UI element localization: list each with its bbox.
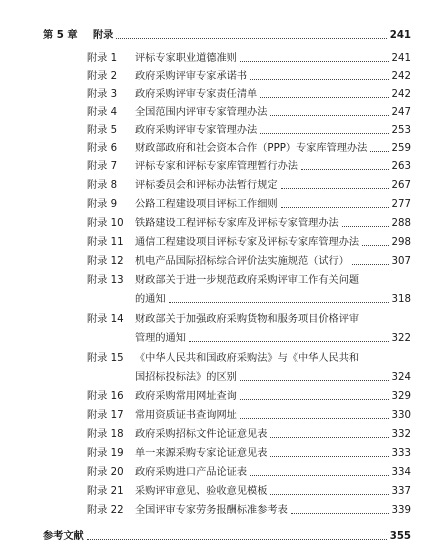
appendix-number: 附录 17 (87, 410, 124, 421)
entry-title-continued: 的通知 (135, 294, 166, 305)
chapter-heading[interactable] (43, 29, 411, 42)
page-number: 324 (391, 372, 411, 383)
toc-entry[interactable] (87, 466, 411, 479)
entry-title: 政府采购进口产品论证表 (135, 467, 248, 478)
appendix-number: 附录 7 (87, 161, 118, 172)
toc-entry[interactable] (87, 160, 411, 173)
dot-leader (352, 263, 389, 265)
appendix-number: 附录 6 (87, 143, 118, 154)
toc-entry[interactable] (87, 179, 411, 192)
dot-leader (250, 78, 388, 80)
appendix-number: 附录 11 (87, 237, 124, 248)
appendix-number: 附录 19 (87, 448, 124, 459)
dot-leader (291, 512, 389, 514)
page-number: 298 (391, 237, 411, 248)
dot-leader (370, 150, 388, 152)
toc-entry[interactable] (87, 236, 411, 249)
page-number: 241 (391, 53, 411, 64)
chapter-number: 第 5 章 (43, 30, 78, 41)
page-number: 288 (391, 218, 411, 229)
entry-title: 铁路建设工程评标专家库及评标专家管理办法 (135, 218, 339, 229)
toc-entry[interactable] (87, 88, 411, 101)
entry-title: 财政部政府和社会资本合作（PPP）专家库管理办法 (135, 143, 368, 154)
dot-leader (116, 37, 386, 39)
page-number: 241 (389, 30, 411, 41)
entry-title: 全国范围内评审专家管理办法 (135, 107, 268, 118)
dot-leader (342, 225, 389, 227)
appendix-number: 附录 21 (87, 486, 124, 497)
dot-leader (240, 417, 389, 419)
page-number: 242 (391, 89, 411, 100)
chapter-title: 附录 (93, 30, 114, 41)
dot-leader (260, 132, 388, 134)
dot-leader (270, 455, 388, 457)
entry-title: 常用资质证书查询网址 (135, 410, 237, 421)
entry-title: 政府采购评审专家管理办法 (135, 125, 258, 136)
dot-leader (281, 206, 389, 208)
appendix-number: 附录 18 (87, 429, 124, 440)
appendix-number: 附录 4 (87, 107, 118, 118)
dot-leader (87, 538, 387, 540)
entry-title: 政府采购评审专家承诺书 (135, 71, 248, 82)
toc-entry[interactable] (87, 106, 411, 119)
dot-leader (270, 436, 388, 438)
entry-title: 通信工程建设项目评标专家及评标专家库管理办法 (135, 237, 360, 248)
dot-leader (250, 474, 388, 476)
entry-title: 公路工程建设项目评标工作细则 (135, 199, 278, 210)
toc-entry[interactable] (87, 485, 411, 498)
toc-entry[interactable] (87, 428, 411, 441)
page-number: 322 (391, 333, 411, 344)
appendix-number: 附录 15 (87, 353, 124, 364)
dot-leader (270, 493, 388, 495)
page-number: 332 (391, 429, 411, 440)
page-number: 277 (391, 199, 411, 210)
entry-title: 政府采购招标文件论证意见表 (135, 429, 268, 440)
appendix-number: 附录 2 (87, 71, 118, 82)
page-number: 339 (391, 505, 411, 516)
toc-entry[interactable] (87, 313, 411, 326)
entry-title: 政府采购常用网址查询 (135, 391, 237, 402)
page-number: 337 (391, 486, 411, 497)
entry-title-continued: 管理的通知 (135, 333, 186, 344)
entry-title: 《中华人民共和国政府采购法》与《中华人民共和 (135, 353, 360, 364)
page-number: 333 (391, 448, 411, 459)
toc-entry[interactable] (87, 274, 411, 287)
entry-title: 采购评审意见、验收意见模板 (135, 486, 268, 497)
entry-title: 评标委员会和评标办法暂行规定 (135, 180, 278, 191)
toc-entry[interactable] (87, 70, 411, 83)
toc-entry[interactable] (87, 217, 411, 230)
page-number: 267 (391, 180, 411, 191)
dot-leader (240, 60, 389, 62)
page-number: 355 (389, 531, 411, 542)
toc-entry-continuation[interactable] (135, 293, 411, 306)
page-number: 247 (391, 107, 411, 118)
appendix-number: 附录 22 (87, 505, 124, 516)
page-number: 307 (391, 256, 411, 267)
toc-entry-continuation[interactable] (135, 371, 411, 384)
page-number: 259 (391, 143, 411, 154)
entry-title: 政府采购评审专家责任清单 (135, 89, 258, 100)
toc-entry[interactable] (87, 352, 411, 365)
references-title: 参考文献 (43, 531, 84, 542)
toc-entry[interactable] (87, 142, 411, 155)
appendix-number: 附录 8 (87, 180, 118, 191)
dot-leader (301, 168, 389, 170)
page-number: 263 (391, 161, 411, 172)
entry-title: 机电产品国际招标综合评价法实施规范（试行） (135, 256, 349, 267)
dot-leader (281, 187, 389, 189)
page-number: 329 (391, 391, 411, 402)
dot-leader (240, 398, 389, 400)
appendix-number: 附录 12 (87, 256, 124, 267)
dot-leader (260, 96, 388, 98)
dot-leader (189, 340, 389, 342)
toc-entry[interactable] (87, 124, 411, 137)
references-heading[interactable] (43, 530, 411, 543)
page-number: 242 (391, 71, 411, 82)
appendix-number: 附录 3 (87, 89, 118, 100)
dot-leader (362, 244, 388, 246)
entry-title: 财政部关于进一步规范政府采购评审工作有关问题 (135, 275, 360, 286)
entry-title: 单一来源采购专家论证意见表 (135, 448, 268, 459)
dot-leader (240, 379, 389, 381)
page-number: 334 (391, 467, 411, 478)
dot-leader (270, 114, 388, 116)
entry-title: 评标专家职业道德准则 (135, 53, 237, 64)
toc-entry-continuation[interactable] (135, 332, 411, 345)
dot-leader (169, 301, 389, 303)
toc-entry[interactable] (87, 198, 411, 211)
entry-title: 财政部关于加强政府采购货物和服务项目价格评审 (135, 314, 360, 325)
page-number: 253 (391, 125, 411, 136)
entry-title: 评标专家和评标专家库管理暂行办法 (135, 161, 298, 172)
appendix-number: 附录 10 (87, 218, 124, 229)
toc-entry[interactable] (87, 409, 411, 422)
page-number: 318 (391, 294, 411, 305)
entry-title: 全国评审专家劳务报酬标准参考表 (135, 505, 288, 516)
entry-title-continued: 国招标投标法》的区别 (135, 372, 237, 383)
appendix-number: 附录 9 (87, 199, 118, 210)
appendix-number: 附录 5 (87, 125, 118, 136)
page-number: 330 (391, 410, 411, 421)
appendix-number: 附录 16 (87, 391, 124, 402)
appendix-number: 附录 1 (87, 53, 118, 64)
appendix-number: 附录 14 (87, 314, 124, 325)
toc-entry[interactable] (87, 52, 411, 65)
toc-entry[interactable] (87, 390, 411, 403)
toc-entry[interactable] (87, 255, 411, 268)
toc-entry[interactable] (87, 447, 411, 460)
appendix-number: 附录 13 (87, 275, 124, 286)
appendix-number: 附录 20 (87, 467, 124, 478)
toc-entry[interactable] (87, 504, 411, 517)
